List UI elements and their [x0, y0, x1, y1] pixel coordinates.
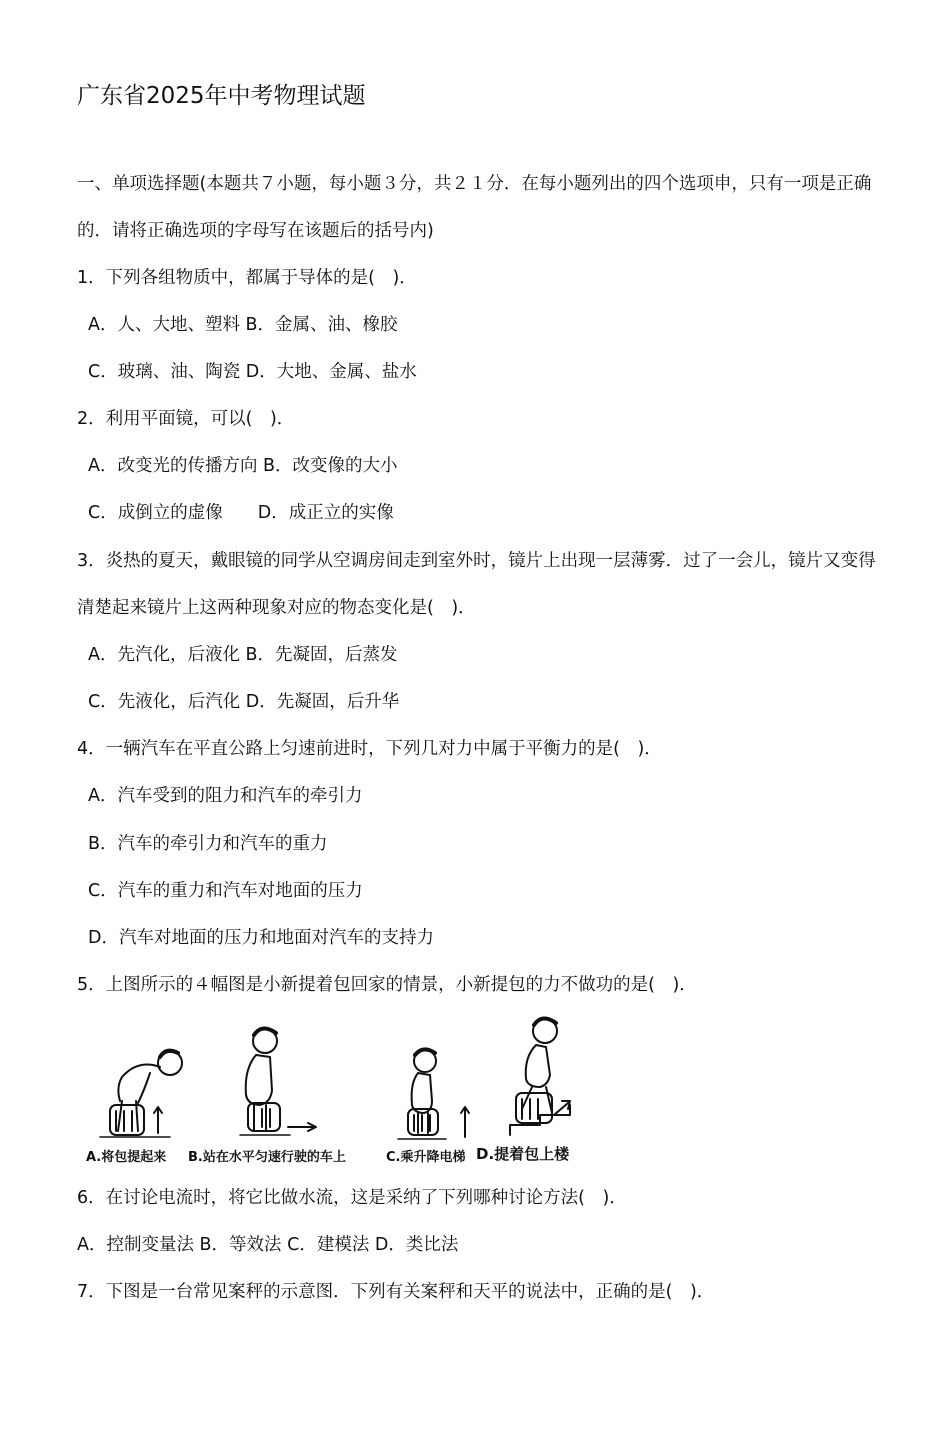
question-6-stem: 6．在讨论电流时，将它比做水流，这是采纳了下列哪种讨论方法( )． [77, 1188, 627, 1208]
figure-a-lifting-bag [100, 1051, 182, 1137]
question-4-option-c: C．汽车的重力和汽车对地面的压力 [88, 881, 363, 901]
figure-caption-a: A.将包提起来 [86, 1150, 167, 1165]
figure-c-in-elevator [398, 1049, 469, 1139]
question-7-stem: 7．下图是一台常见案秤的示意图．下列有关案秤和天平的说法中，正确的是( )． [77, 1282, 715, 1302]
figure-b-on-moving-vehicle [240, 1028, 316, 1135]
carrying-bag-illustration [80, 1015, 600, 1150]
question-4-option-b: B．汽车的牵引力和汽车的重力 [88, 834, 328, 854]
question-5-stem: 5．上图所示的４幅图是小新提着包回家的情景，小新提包的力不做功的是( )． [77, 975, 697, 995]
figure-caption-d: D.提着包上楼 [476, 1145, 570, 1163]
figure-caption-c: C.乘升降电梯 [386, 1150, 466, 1165]
question-2-options-row-2: C．成倒立的虚像 D．成正立的实像 [88, 503, 394, 523]
question-3-options-row-1: A．先汽化，后液化 B．先凝固，后蒸发 [88, 645, 398, 665]
question-1-options-row-2: C．玻璃、油、陶瓷 D．大地、金属、盐水 [88, 362, 417, 382]
question-2-options-row-1: A．改变光的传播方向 B．改变像的大小 [88, 456, 398, 476]
exam-title: 广东省2025年中考物理试题 [77, 83, 366, 109]
question-4-option-a: A．汽车受到的阻力和汽车的牵引力 [88, 786, 363, 806]
section-header-line-1: 一、单项选择题(本题共７小题，每小题３分，共２１分．在每小题列出的四个选项申，只有一项是正确 [77, 174, 872, 194]
question-2-stem: 2．利用平面镜，可以( )． [77, 409, 295, 429]
question-1-stem: 1．下列各组物质中，都属于导体的是( )． [77, 268, 417, 288]
question-3-stem-line-2: 清楚起来镜片上这两种现象对应的物态变化是( )． [77, 598, 476, 618]
question-4-stem: 4．一辆汽车在平直公路上匀速前进时，下列几对力中属于平衡力的是( )． [77, 739, 662, 759]
question-1-options-row-1: A．人、大地、塑料 B．金属、油、橡胶 [88, 315, 398, 335]
figure-d-climbing-stairs [510, 1018, 570, 1135]
question-5-figure [80, 1015, 600, 1170]
figure-caption-b: B.站在水平匀速行驶的车上 [188, 1150, 346, 1165]
question-3-options-row-2: C．先液化，后汽化 D．先凝固，后升华 [88, 692, 400, 712]
section-header-line-2: 的．请将正确选项的字母写在该题后的括号内) [77, 221, 434, 241]
question-3-stem-line-1: 3．炎热的夏天，戴眼镜的同学从空调房间走到室外时，镜片上出现一层薄雾．过了一会儿，镜片又变得 [77, 551, 876, 571]
question-6-options: A．控制变量法 B．等效法 C．建模法 D．类比法 [77, 1235, 459, 1255]
question-4-option-d: D．汽车对地面的压力和地面对汽车的支持力 [88, 928, 434, 948]
